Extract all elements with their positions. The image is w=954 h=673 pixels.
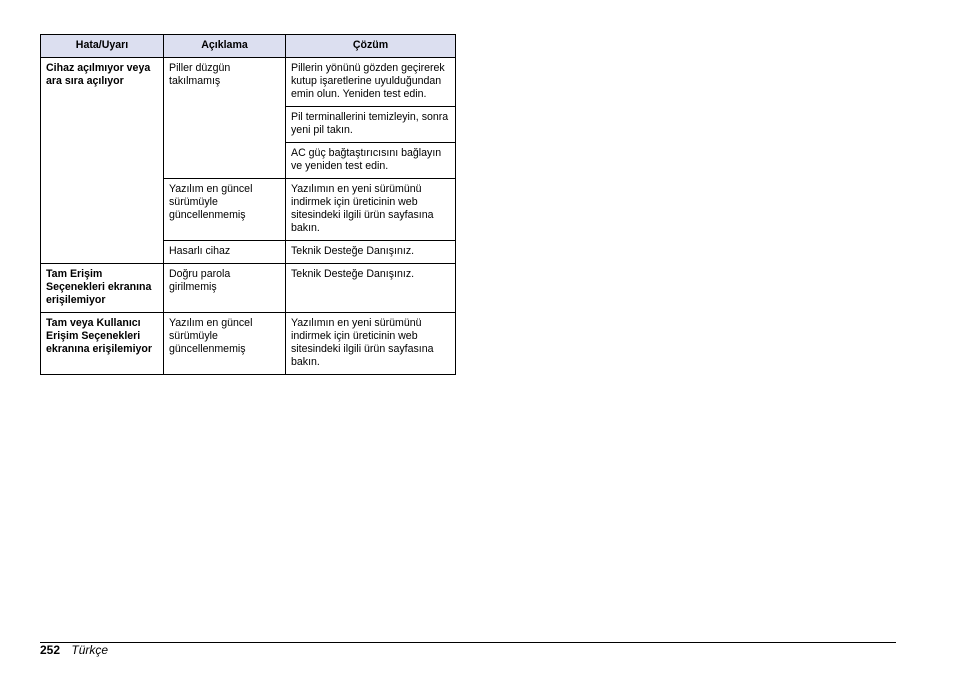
cause-cell: Doğru parola girilmemiş xyxy=(164,264,286,313)
table-row xyxy=(41,58,456,107)
page-footer xyxy=(40,643,108,657)
solution-cell: Pil terminallerini temizleyin, sonra yeni pil takın. xyxy=(286,107,456,143)
footer-language: Türkçe xyxy=(71,643,109,657)
page-number: 252 xyxy=(40,643,61,657)
table-header xyxy=(41,35,456,58)
table-row xyxy=(41,264,456,313)
header-error: Hata/Uyarı xyxy=(41,35,164,58)
header-solution: Çözüm xyxy=(286,35,456,58)
solution-cell: Yazılımın en yeni sürümünü indirmek için üreticinin web sitesindeki ilgili ürün sayfasına bakın. xyxy=(286,313,456,375)
solution-cell: AC güç bağtaştırıcısını bağlayın ve yeniden test edin. xyxy=(286,143,456,179)
cause-cell: Hasarlı cihaz xyxy=(164,241,286,264)
header-row xyxy=(41,35,456,58)
table-row xyxy=(41,313,456,375)
error-cell: Tam veya Kullanıcı Erişim Seçenekleri ekranına erişilemiyor xyxy=(41,313,164,375)
solution-cell: Pillerin yönünü gözden geçirerek kutup işaretlerine uyulduğundan emin olun. Yeniden test edin. xyxy=(286,58,456,107)
error-cell: Cihaz açılmıyor veya ara sıra açılıyor xyxy=(41,58,164,264)
solution-cell: Yazılımın en yeni sürümünü indirmek için üreticinin web sitesindeki ilgili ürün sayfasına bakın. xyxy=(286,179,456,241)
cause-cell: Piller düzgün takılmamış xyxy=(164,58,286,179)
table-body xyxy=(41,58,456,375)
error-cell: Tam Erişim Seçenekleri ekranına erişilemiyor xyxy=(41,264,164,313)
cause-cell: Yazılım en güncel sürümüyle güncellenmemiş xyxy=(164,313,286,375)
header-description: Açıklama xyxy=(164,35,286,58)
footer-divider xyxy=(40,642,896,643)
solution-cell: Teknik Desteğe Danışınız. xyxy=(286,241,456,264)
cause-cell: Yazılım en güncel sürümüyle güncellenmemiş xyxy=(164,179,286,241)
solution-cell: Teknik Desteğe Danışınız. xyxy=(286,264,456,313)
troubleshooting-table xyxy=(40,34,456,375)
